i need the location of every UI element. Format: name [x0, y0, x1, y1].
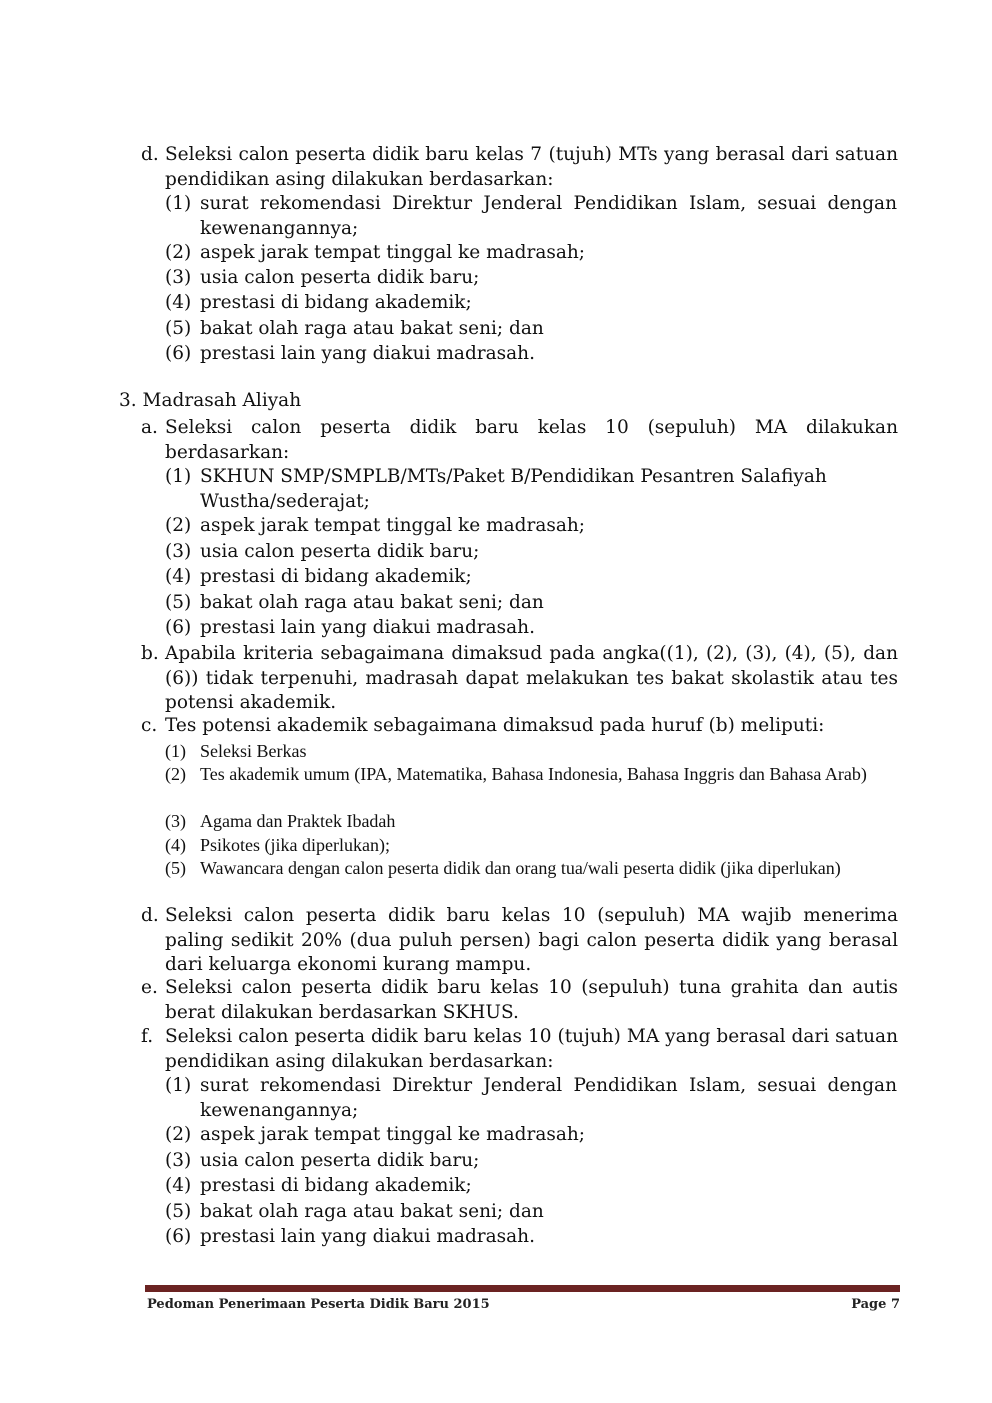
sub-item: [165, 465, 897, 514]
sub-item-num: (4): [165, 292, 192, 313]
sub-item-num: (1): [165, 741, 186, 761]
sub-item-text: prestasi lain yang diakui madrasah.: [200, 1226, 535, 1247]
sub-item-num: (2): [165, 515, 192, 536]
sub-item-num: (1): [165, 193, 192, 214]
sub-item-text: bakat olah raga atau bakat seni; dan: [200, 592, 544, 613]
sub-item-text: bakat olah raga atau bakat seni; dan: [200, 318, 544, 339]
sub-item-num: (2): [165, 764, 186, 784]
sub-item-num: (4): [165, 1175, 192, 1196]
sub-item-text: aspek jarak tempat tinggal ke madrasah;: [200, 1124, 586, 1145]
sub-item-text: Tes akademik umum (IPA, Matematika, Bahasa Indonesia, Bahasa Inggris dan Bahasa Arab): [200, 764, 867, 784]
sub-item-num: (5): [165, 1201, 192, 1222]
sub-item-num: (6): [165, 343, 192, 364]
sub-item-text: Wawancara dengan calon peserta didik dan orang tua/wali peserta didik (jika diperlukan): [200, 858, 841, 878]
sub-item-num: (1): [165, 1075, 192, 1096]
sub-item: [165, 241, 897, 266]
item-3f: [141, 1025, 898, 1074]
sub-item-num: (1): [165, 466, 192, 487]
sub-item: [165, 591, 897, 616]
footer-title: Pedoman Penerimaan Peserta Didik Baru 2015: [147, 1297, 490, 1312]
sub-item-text: prestasi di bidang akademik;: [200, 1175, 472, 1196]
sub-item-num: (5): [165, 318, 192, 339]
item-3c: [141, 714, 898, 739]
sub-item-text: Psikotes (jika diperlukan);: [200, 835, 390, 855]
sub-item: [165, 1149, 897, 1174]
sub-item-text: usia calon peserta didik baru;: [200, 267, 480, 288]
sub-item: [165, 834, 897, 858]
sub-item-num: (5): [165, 858, 186, 878]
sub-item-text: prestasi lain yang diakui madrasah.: [200, 343, 535, 364]
item-label: d.: [141, 144, 159, 165]
sub-item: [165, 857, 897, 881]
item-label: d.: [141, 905, 159, 926]
sub-item: [165, 1123, 897, 1148]
sub-item: [165, 740, 897, 764]
sub-item-num: (2): [165, 242, 192, 263]
sub-item: [165, 1074, 897, 1123]
sub-item-text: surat rekomendasi Direktur Jenderal Pendidikan Islam, sesuai dengan kewenangannya;: [200, 1075, 897, 1121]
item-text: Tes potensi akademik sebagaimana dimaksud pada huruf (b) meliputi:: [165, 715, 825, 736]
section-heading: 3. Madrasah Aliyah: [119, 390, 302, 411]
sub-item: [165, 266, 897, 291]
item-label: b.: [141, 643, 159, 664]
sub-item: [165, 514, 897, 539]
item-label: a.: [141, 417, 158, 438]
sub-item: [165, 540, 897, 565]
sub-item: [165, 1174, 897, 1199]
sub-item: [165, 810, 897, 834]
sub-item-text: SKHUN SMP/SMPLB/MTs/Paket B/Pendidikan Pesantren Salafiyah Wustha/sederajat;: [200, 466, 827, 512]
sub-item-num: (5): [165, 592, 192, 613]
sub-item: [165, 342, 897, 367]
sub-item-num: (4): [165, 835, 186, 855]
item-2d: [141, 143, 898, 192]
sub-item-text: prestasi lain yang diakui madrasah.: [200, 617, 535, 638]
item-label: e.: [141, 977, 158, 998]
sub-item-num: (3): [165, 267, 192, 288]
sub-item-text: aspek jarak tempat tinggal ke madrasah;: [200, 515, 586, 536]
sub-item-num: (2): [165, 1124, 192, 1145]
sub-item-text: aspek jarak tempat tinggal ke madrasah;: [200, 242, 586, 263]
sub-item-text: Agama dan Praktek Ibadah: [200, 811, 396, 831]
sub-item-text: usia calon peserta didik baru;: [200, 1150, 480, 1171]
item-text: Seleksi calon peserta didik baru kelas 10 (tujuh) MA yang berasal dari satuan pendidikan asing dilakukan berdasarkan:: [165, 1026, 898, 1072]
item-label: f.: [141, 1026, 154, 1047]
sub-item: [165, 291, 897, 316]
item-text: Apabila kriteria sebagaimana dimaksud pada angka((1), (2), (3), (4), (5), dan (6)) tidak terpenuhi, madrasah dapat melakukan tes bakat skolastik atau tes potensi akademik.: [165, 643, 898, 713]
sub-item-text: prestasi di bidang akademik;: [200, 566, 472, 587]
item-text: Seleksi calon peserta didik baru kelas 10 (sepuluh) MA dilakukan berdasarkan:: [165, 417, 898, 463]
sub-item-num: (3): [165, 811, 186, 831]
item-3e: [141, 976, 898, 1025]
sub-item-text: prestasi di bidang akademik;: [200, 292, 472, 313]
sub-item: [165, 1225, 897, 1250]
sub-item-text: Seleksi Berkas: [200, 741, 307, 761]
sub-item-num: (6): [165, 617, 192, 638]
sub-item-num: (3): [165, 541, 192, 562]
item-3d: [141, 904, 898, 978]
sub-item: [165, 565, 897, 590]
footer-divider: [145, 1285, 900, 1292]
sub-item: [165, 1200, 897, 1225]
sub-item-num: (3): [165, 1150, 192, 1171]
item-label: c.: [141, 715, 158, 736]
sub-item-text: usia calon peserta didik baru;: [200, 541, 480, 562]
item-3a: [141, 416, 898, 465]
item-text: Seleksi calon peserta didik baru kelas 10 (sepuluh) tuna grahita dan autis berat dilakukan berdasarkan SKHUS.: [165, 977, 898, 1023]
item-text: Seleksi calon peserta didik baru kelas 7 (tujuh) MTs yang berasal dari satuan pendidikan asing dilakukan berdasarkan:: [165, 144, 898, 190]
item-3b: [141, 642, 898, 716]
sub-item-num: (6): [165, 1226, 192, 1247]
sub-item: [165, 317, 897, 342]
page-number: Page 7: [851, 1297, 900, 1312]
item-text: Seleksi calon peserta didik baru kelas 10 (sepuluh) MA wajib menerima paling sedikit 20% (dua puluh persen) bagi calon peserta didik yang berasal dari keluarga ekonomi kurang mampu.: [165, 905, 898, 975]
sub-item: [165, 763, 897, 787]
sub-item-text: surat rekomendasi Direktur Jenderal Pendidikan Islam, sesuai dengan kewenangannya;: [200, 193, 897, 239]
sub-item: [165, 616, 897, 641]
sub-item-text: bakat olah raga atau bakat seni; dan: [200, 1201, 544, 1222]
sub-item: [165, 192, 897, 241]
sub-item-num: (4): [165, 566, 192, 587]
